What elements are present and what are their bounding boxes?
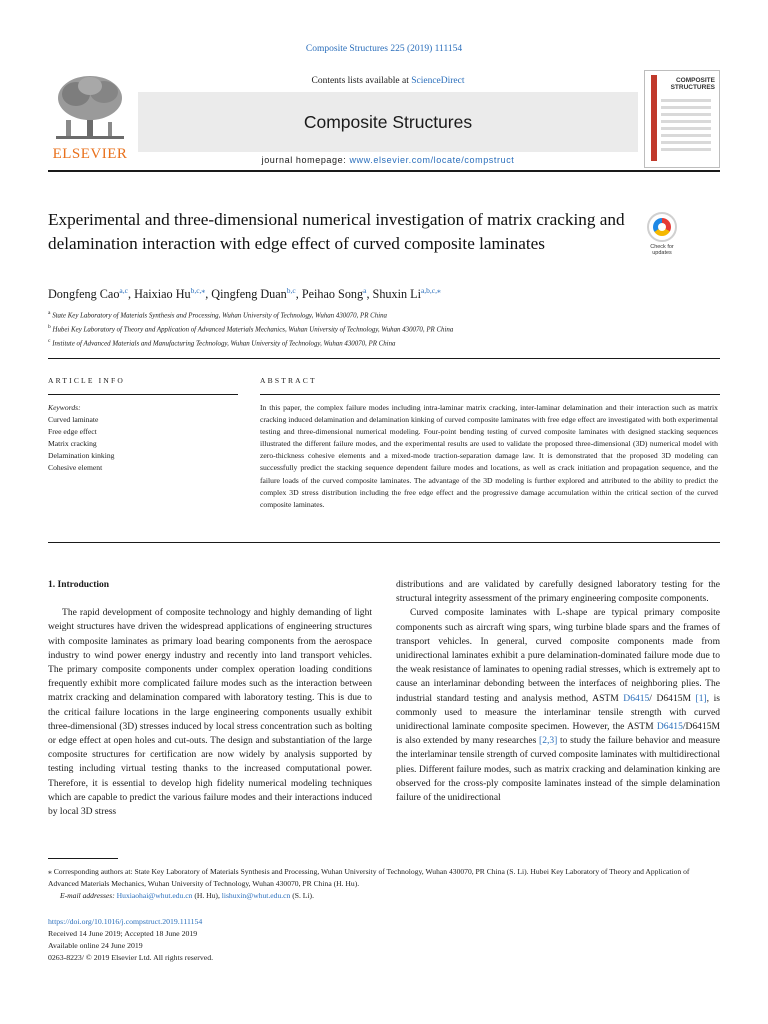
- body-column-right: [396, 578, 720, 805]
- abstract-text: In this paper, the complex failure modes including intra-laminar matrix cracking, inter-laminar delamination and their interaction such as matrix cracking induced delamination and delamination kinking of curved composite laminates with free edge effect are investigated with both experimental testing and three-dimensional numerical modeling. Four-point bending testing of curved composite laminates with designed stacking sequences illustrated the different failure modes, and the experimental results are used to validate the proposed three-dimensional (3D) numerical model with zero-thickness cohesive elements and a mixed-mode traction-separation damage law. It is demonstrated that the proposed 3D modeling can successfully predict the stacking sequence dependent failure modes and locations, as well as crack initiation and propagation sequence, and the failure loads of the curved composite laminates. The advantage of the 3D modeling is further explored and attributed to the ability to predict the complex 3D stress distribution including the free edge effect and the progressive damage accumulation within the critical section of the curved composite laminates.: [260, 403, 718, 509]
- cover-title: [671, 77, 715, 91]
- paragraph: The rapid development of composite technology and highly demanding of light weight structures have driven the widespread applications of engineering structures with composite laminates as primary load bearing components from the aerospace industry to wind power energy industry and recently into land transport vehicles. The primary composite components under complex operation loading conditions frequently exhibit more complicated failure modes such as the interaction between matrix cracking and delamination compared with laboratory testing. This is due to the critical failure locations in the large engineering components usually exhibit three-dimensional (3D) stresses induced by local stress concentration such as bolting or edge effect at open holes and cut-outs. The design and substantiation of the large composite structures for certification are now widely by analysis supported by testing including virtual testing thanks to the increased computational power. Therefore, it is essential to develop high fidelity numerical modeling techniques which are capable to predict the various failure modes and their interactions induced by local 3D stress: [48, 607, 372, 818]
- affiliation-item: [48, 336, 720, 350]
- article-title: Experimental and three-dimensional numerical investigation of matrix cracking and delamination interaction with edge effect of curved composite laminates: [48, 210, 625, 253]
- section-heading-introduction: 1. Introduction: [48, 580, 110, 590]
- affiliation-text: Hubei Key Laboratory of Theory and Application of Advanced Materials Mechanics, Wuhan University of Technology, Wuhan 430070, PR China: [52, 326, 454, 334]
- author-name: Dongfeng Cao: [48, 287, 120, 302]
- cover-title-line2: STRUCTURES: [670, 84, 715, 91]
- keyword-item: Cohesive element: [48, 463, 103, 472]
- email-link-li[interactable]: lishuxin@whut.edu.cn: [221, 891, 291, 900]
- sciencedirect-link[interactable]: ScienceDirect: [411, 76, 465, 86]
- keyword-item: Curved laminate: [48, 415, 99, 424]
- reference-link-2-3[interactable]: [2,3]: [539, 735, 558, 747]
- cover-strip: [651, 75, 657, 161]
- affiliation-text: Institute of Advanced Materials and Manufacturing Technology, Wuhan University of Technology, Wuhan 430070, PR China: [52, 339, 396, 347]
- article-info-heading: ARTICLE INFO: [48, 376, 125, 385]
- author-name: Shuxin Li: [372, 287, 421, 302]
- paragraph-text: /D6415M is also extended by many researches: [396, 721, 720, 747]
- affiliations-divider: [48, 358, 720, 359]
- keywords-label: Keywords:: [48, 403, 81, 412]
- keyword-item: Matrix cracking: [48, 439, 97, 448]
- affiliation-item: [48, 308, 720, 322]
- journal-title-box: [138, 92, 638, 152]
- affiliation-mark: b: [48, 323, 51, 330]
- email-line: [48, 890, 720, 902]
- paragraph-text: Curved composite laminates with L-shape are typical primary composite components such as aircraft wing spars, wing turbine blade spars and the frames of transport vehicles. In general, curved composite components made from unidirectional laminates exhibit a pure delamination-dominated failure mode due to the weak resistance of laminates to opening radial stresses, which is extremely apt to cause an interlaminar debonding between the interfaces of neighboring plies. The industrial standard testing and analysis method, ASTM: [396, 607, 720, 704]
- email-owner: (H. Hu),: [192, 891, 222, 900]
- received-dates: Received 14 June 2019; Accepted 18 June 2019: [48, 929, 198, 938]
- cover-title-line1: COMPOSITE: [675, 77, 715, 84]
- elsevier-tree-icon: [52, 72, 128, 144]
- homepage-prefix: journal homepage:: [261, 155, 350, 165]
- affiliation-mark: a: [48, 310, 51, 316]
- author-name: Qingfeng Duan: [211, 287, 287, 302]
- author-affil-mark[interactable]: b,c: [286, 286, 296, 295]
- keywords-block: [48, 402, 238, 474]
- abstract-heading: ABSTRACT: [260, 376, 317, 385]
- author-name: Peihao Song: [301, 287, 364, 302]
- astm-d6415-link[interactable]: D6415: [623, 692, 650, 704]
- check-for-updates-button[interactable]: [640, 212, 684, 260]
- check-updates-line2: updates: [652, 250, 672, 256]
- elsevier-wordmark: ELSEVIER: [52, 146, 128, 162]
- author-affil-mark[interactable]: b,c,⁎: [190, 286, 206, 295]
- paragraph-text: / D6415M: [649, 692, 696, 704]
- online-date: Available online 24 June 2019: [48, 941, 143, 950]
- reference-link-1[interactable]: [1]: [695, 692, 707, 704]
- issn-copyright: 0263-8223/ © 2019 Elsevier Ltd. All rights reserved.: [48, 953, 214, 962]
- homepage-line: [138, 152, 638, 166]
- footnote-divider: [48, 858, 118, 859]
- corresponding-author-note: ⁎ Corresponding authors at: State Key Laboratory of Materials Synthesis and Processing, Wuhan University of Technology, Wuhan 430070, PR China (S. Li). Hubei Key Laboratory of Theory and Application of Advanced Materials Mechanics, Wuhan University of Technology, Wuhan 430070, PR China (H. Hu).: [48, 867, 690, 888]
- author-affil-mark[interactable]: a,b,c,⁎: [420, 286, 441, 295]
- footnotes: [48, 866, 720, 902]
- elsevier-logo: [48, 70, 132, 166]
- abstract-bottom-divider: [48, 542, 720, 543]
- keyword-item: Free edge effect: [48, 427, 97, 436]
- abstract-rule: [260, 394, 720, 395]
- journal-header: [48, 70, 720, 168]
- cover-decoration: [661, 99, 711, 155]
- email-label: E-mail addresses:: [60, 891, 117, 900]
- doi-link[interactable]: https://doi.org/10.1016/j.compstruct.2019.111154: [48, 917, 203, 926]
- keyword-item: Delamination kinking: [48, 451, 115, 460]
- author-list: Dongfeng Cao$^{a,c}$, Haixiao $Hu^{b,c,⁎}$, Qingfeng Duan$^{b,c}$, Peihao Song$^a$, Shuxin $Li^{a,b,c,⁎}$: [48, 286, 441, 302]
- author-name: Haixiao Hu: [134, 287, 191, 302]
- journal-title: Composite Structures: [303, 112, 473, 132]
- check-updates-label: [640, 244, 684, 256]
- paragraph-text: , is commonly used to measure the interlaminar tensile strength with curved unidirectional laminate composite specimen. However, the ASTM: [396, 692, 720, 733]
- email-link-hu[interactable]: Huxiaohai@whut.edu.cn: [116, 891, 193, 900]
- header-divider: [48, 170, 720, 172]
- affiliation-text: State Key Laboratory of Materials Synthesis and Processing, Wuhan University of Technology, Wuhan 430070, PR China: [52, 312, 387, 320]
- paragraph: distributions and are validated by carefully designed laboratory testing for the structural integrity assessment of the primary engineering composite components.: [396, 579, 720, 605]
- homepage-link[interactable]: www.elsevier.com/locate/compstruct: [349, 155, 515, 165]
- author-affil-mark[interactable]: a: [363, 286, 367, 295]
- journal-citation[interactable]: Composite Structures 225 (2019) 111154: [305, 44, 463, 54]
- email-owner: (S. Li).: [290, 891, 314, 900]
- paragraph-text: to study the failure behavior and measure the interlaminar tensile strength of curved composite laminates with multidirectional plies. Different failure modes, such as matrix cracking and delamination kinking are observed for the cross-ply composite laminates instead of the simple delamination failure of the unidirectional: [396, 735, 721, 804]
- affiliation-item: [48, 322, 720, 336]
- contents-line: [138, 70, 638, 92]
- affiliation-mark: c: [48, 337, 51, 344]
- contents-prefix: Contents lists available at: [311, 76, 412, 86]
- publication-info: [48, 916, 720, 964]
- journal-cover-thumbnail[interactable]: [644, 70, 720, 168]
- check-updates-icon: [647, 212, 677, 242]
- author-affil-mark[interactable]: a,c: [119, 286, 128, 295]
- body-column-left: [48, 578, 372, 819]
- article-info-rule: [48, 394, 238, 395]
- check-updates-line1: Check for: [650, 244, 674, 250]
- astm-d6415-link-2[interactable]: D6415: [656, 721, 683, 733]
- journal-banner: [138, 70, 638, 166]
- paragraph: [396, 606, 720, 805]
- affiliations: [48, 308, 720, 349]
